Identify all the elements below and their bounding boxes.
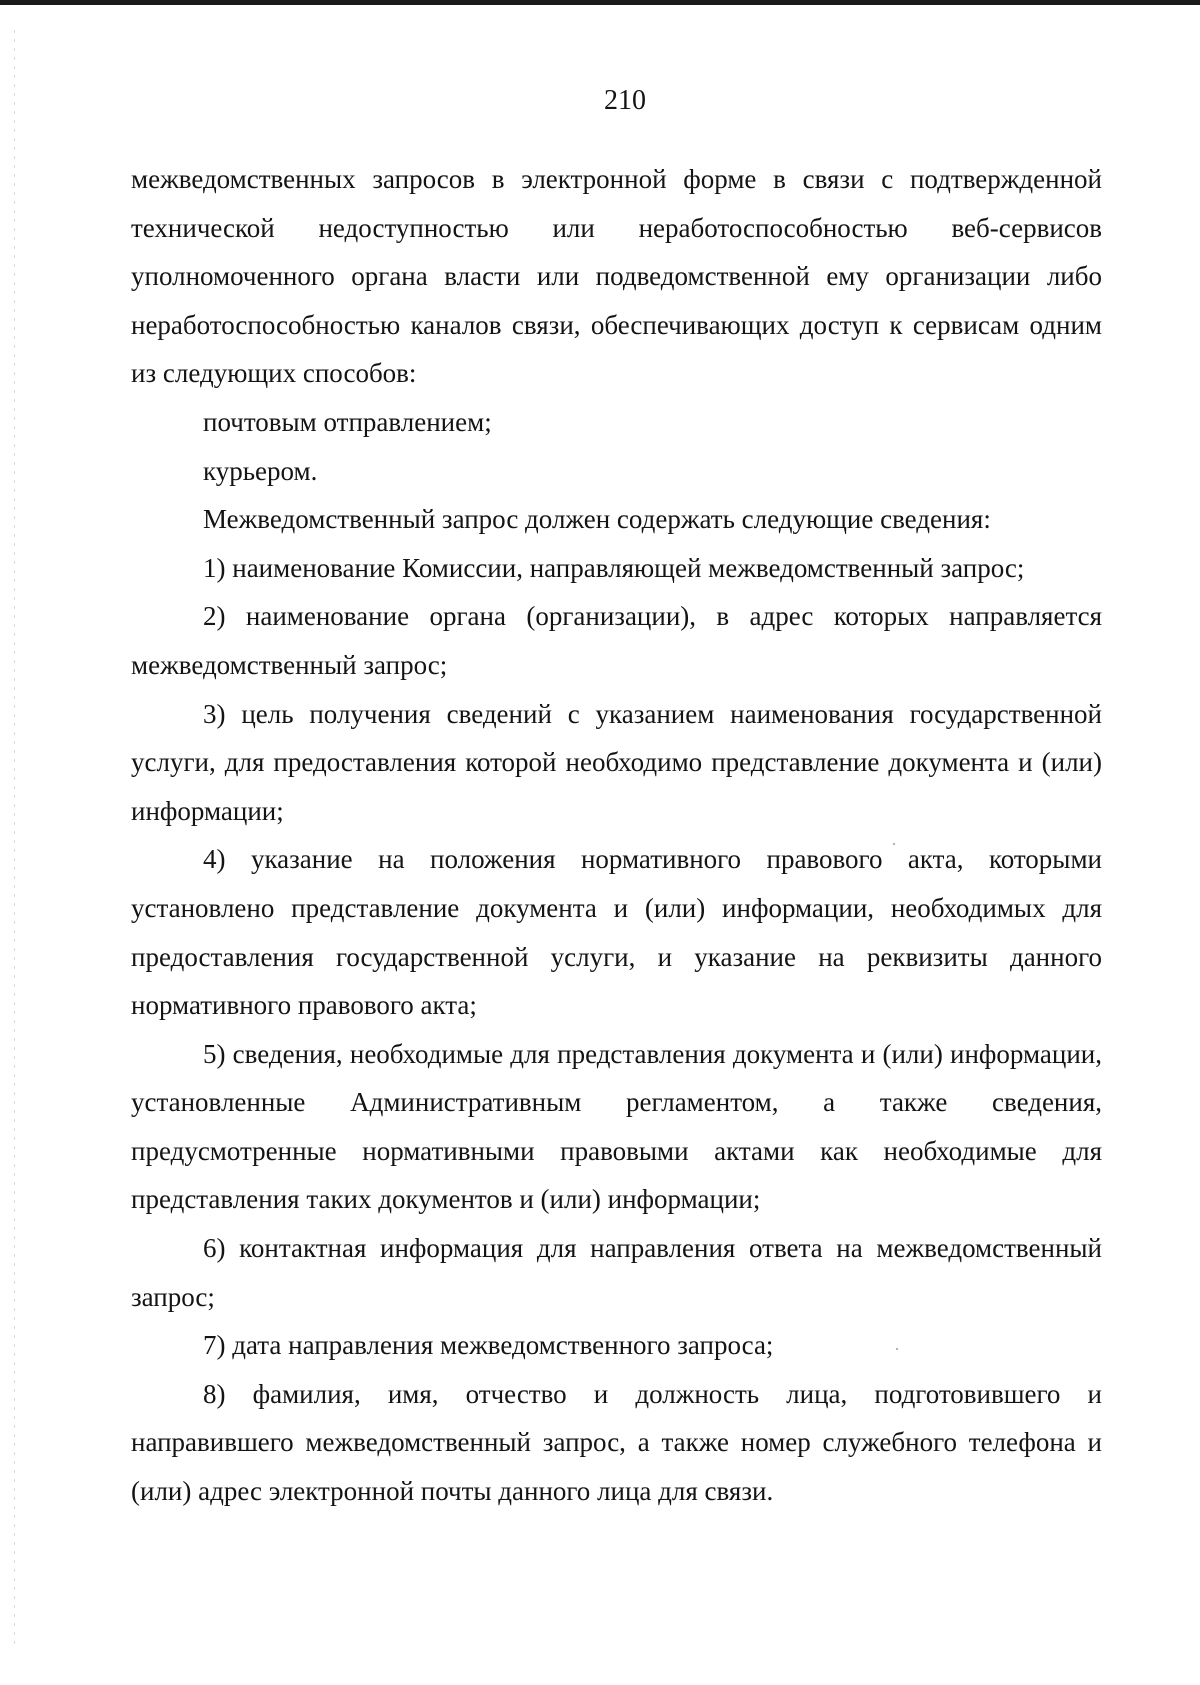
list-item-1: 1) наименование Комиссии, направляющей межведомственный запрос; <box>203 552 1025 583</box>
paragraph-request-contents-intro: Межведомственный запрос должен содержать следующие сведения: <box>203 504 991 535</box>
scan-left-margin-artifact <box>14 30 15 1650</box>
scan-top-border <box>0 0 1200 5</box>
paragraph-method-mail: почтовым отправлением; <box>203 406 492 437</box>
list-item-6: 6) контактная информация для направления ответа на межведомственный запрос; <box>131 1233 1102 1312</box>
list-item-3: 3) цель получения сведений с указанием наименования государственной услуги, для предоставления которой необходимо представление документа и (или) информации; <box>131 698 1102 826</box>
paragraph-continuation: межведомственных запросов в электронной форме в связи с подтвержденной технической недоступностью или неработоспособностью веб-сервисов уполномоченного органа власти или подведомственной ему организации либо неработоспособностью каналов связи, обеспечивающих доступ к сервисам одним из следующих способов: <box>131 164 1102 389</box>
list-item-2: 2) наименование органа (организации), в адрес которых направляется межведомственный запрос; <box>131 601 1102 680</box>
list-item-5: 5) сведения, необходимые для представления документа и (или) информации, установленные Административным регламентом, а также сведения, предусмотренные нормативными правовыми актами как необходимые для представления таких документов и (или) информации; <box>131 1038 1102 1215</box>
document-body <box>131 155 1102 1516</box>
page-number: 210 <box>604 85 646 116</box>
paragraph-method-courier: курьером. <box>203 455 318 486</box>
list-item-7: 7) дата направления межведомственного запроса; <box>203 1330 774 1361</box>
list-item-8: 8) фамилия, имя, отчество и должность лица, подготовившего и направившего межведомственный запрос, а также номер служебного телефона и (или) адрес электронной почты данного лица для связи. <box>131 1378 1102 1507</box>
list-item-4: 4) указание на положения нормативного правового акта, которыми установлено представление документа и (или) информации, необходимых для предоставления государственной услуги, и указание на реквизиты данного нормативного правового акта; <box>131 844 1102 1021</box>
